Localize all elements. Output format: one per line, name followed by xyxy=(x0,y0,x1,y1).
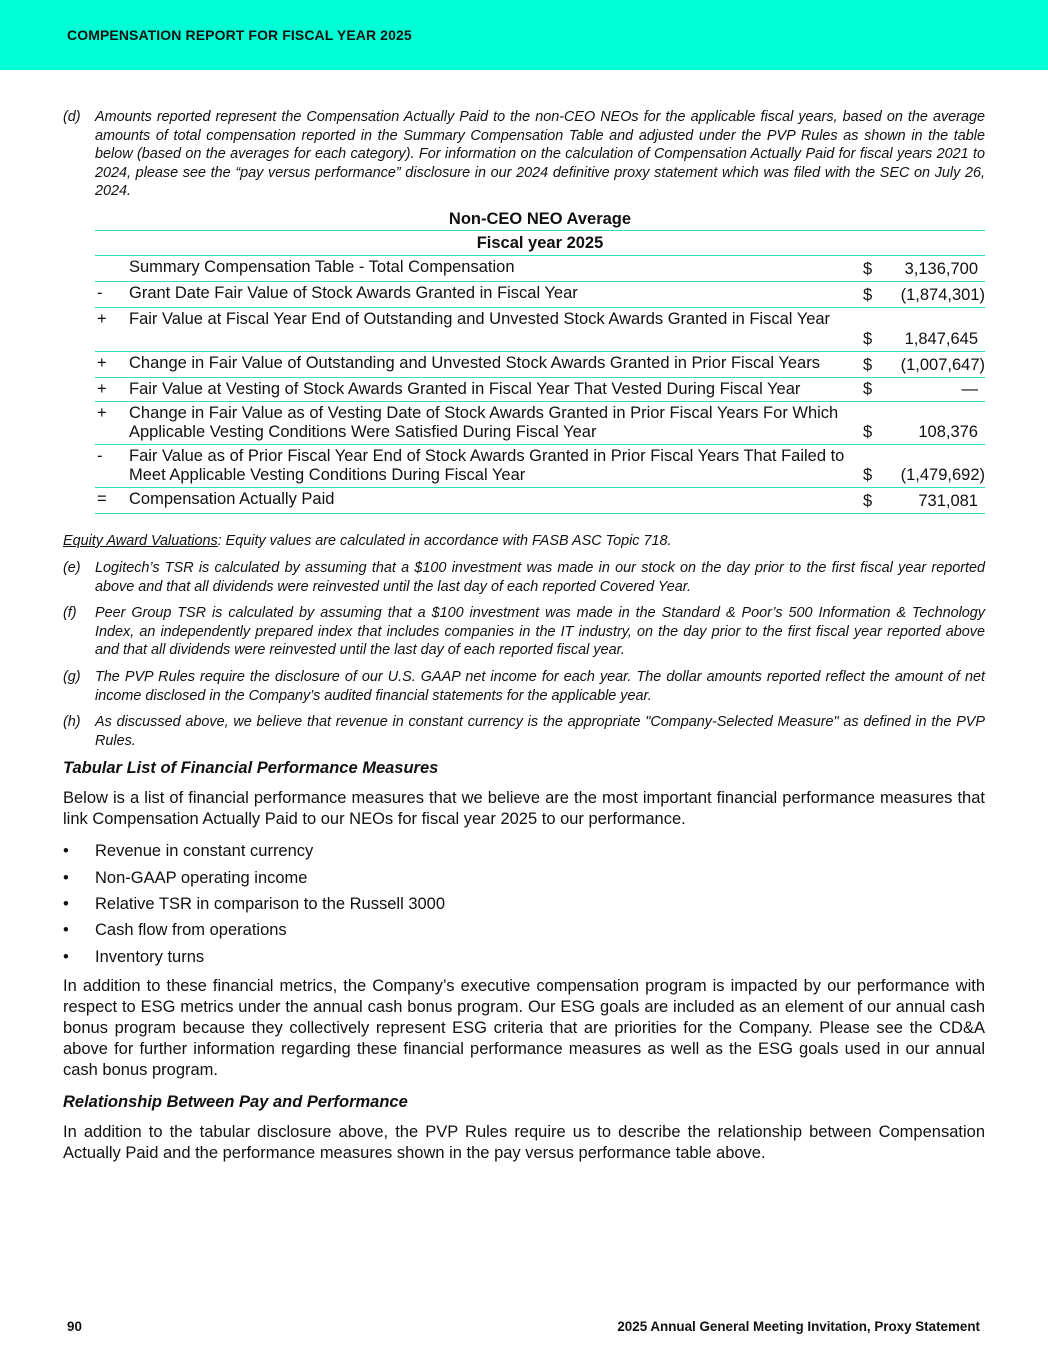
footnote-label: (g) xyxy=(63,668,81,685)
table-row xyxy=(95,445,985,488)
row-amount: (1,874,301) xyxy=(900,285,985,304)
bullet-glyph: • xyxy=(63,868,69,887)
bullet-glyph: • xyxy=(63,921,69,940)
list-item-text: Inventory turns xyxy=(95,947,205,966)
row-amount: (1,479,692) xyxy=(900,465,985,484)
row-operator: - xyxy=(97,283,103,302)
table-row xyxy=(95,352,985,378)
row-amount: (1,007,647) xyxy=(900,355,985,374)
section-heading-performance-measures: Tabular List of Financial Performance Measures xyxy=(63,759,439,778)
header-title: COMPENSATION REPORT FOR FISCAL YEAR 2025 xyxy=(67,27,412,43)
row-amount: — xyxy=(961,379,978,398)
bullet-glyph: • xyxy=(63,947,69,966)
row-operator: = xyxy=(97,489,107,508)
table-row xyxy=(95,378,985,402)
row-amount: 731,081 xyxy=(918,491,978,510)
section-heading-pay-performance: Relationship Between Pay and Performance xyxy=(63,1092,408,1111)
row-description: Change in Fair Value of Outstanding and Unvested Stock Awards Granted in Prior Fiscal Years xyxy=(129,353,820,372)
page-footer xyxy=(67,1319,980,1334)
list-item-text: Cash flow from operations xyxy=(95,921,287,940)
measures-list xyxy=(63,841,985,967)
row-description: Compensation Actually Paid xyxy=(129,489,335,508)
row-description: Fair Value at Vesting of Stock Awards Granted in Fiscal Year That Vested During Fiscal Year xyxy=(129,379,801,398)
list-item xyxy=(63,868,985,888)
paragraph-esg: In addition to these financial metrics, the Company’s executive compensation program is impacted by our performance with respect to ESG metrics under the annual cash bonus program. Our ESG goals are included as an element of our annual cash bonus program because they collectively represent ESG criteria that are priorities for the Company. Please see the CD&A above for further information regarding these financial performance measures as well as the ESG goals used in our annual cash bonus program. xyxy=(63,976,985,1079)
table-row xyxy=(95,308,985,352)
footnote-label: (e) xyxy=(63,559,81,576)
row-dollar-sign: $ xyxy=(863,355,873,374)
row-dollar-sign: $ xyxy=(863,329,873,348)
list-item xyxy=(63,947,985,967)
table-subtitle: Fiscal year 2025 xyxy=(95,231,985,256)
header-banner xyxy=(0,0,1048,70)
row-amount: 3,136,700 xyxy=(904,259,978,278)
footnote-text: The PVP Rules require the disclosure of our U.S. GAAP net income for each year. The dollar amounts reported reflect the amount of net income disclosed in the Company’s audited financial statements for the applicable year. xyxy=(95,668,985,704)
row-description: Grant Date Fair Value of Stock Awards Granted in Fiscal Year xyxy=(129,283,578,302)
row-description: Fair Value as of Prior Fiscal Year End of Stock Awards Granted in Prior Fiscal Years That Failed to Meet Applicable Vesting Conditions During Fiscal Year xyxy=(129,446,845,484)
footnote-text: As discussed above, we believe that revenue in constant currency is the appropriate "Company-Selected Measure" as defined in the PVP Rules. xyxy=(95,714,985,749)
row-operator: + xyxy=(97,309,107,328)
row-operator: + xyxy=(97,353,107,372)
footnote-text: Amounts reported represent the Compensation Actually Paid to the non-CEO NEOs for the applicable fiscal years, based on the average amounts of total compensation reported in the Summary Compensation Table and adjusted under the PVP Rules as shown in the table below (based on the averages for each category). For information on the calculation of Compensation Actually Paid for fiscal years 2021 to 2024, please see the “pay versus performance” disclosure in our 2024 definitive proxy statement which was filed with the SEC on July 26, 2024. xyxy=(95,109,985,200)
row-dollar-sign: $ xyxy=(863,259,873,278)
list-item xyxy=(63,841,985,861)
bullet-glyph: • xyxy=(63,895,69,914)
row-dollar-sign: $ xyxy=(863,379,873,398)
equity-award-valuations xyxy=(63,532,985,550)
equity-text: : Equity values are calculated in accordance with FASB ASC Topic 718. xyxy=(217,532,672,549)
row-operator xyxy=(95,256,129,281)
footnote-f xyxy=(63,604,985,660)
row-amount: 1,847,645 xyxy=(904,329,978,348)
paragraph-pay-performance: In addition to the tabular disclosure above, the PVP Rules require us to describe the relationship between Compensation Actually Paid and the performance measures shown in the pay versus performance table above. xyxy=(63,1122,985,1162)
list-item-text: Revenue in constant currency xyxy=(95,842,314,861)
footnote-text: Logitech’s TSR is calculated by assuming that a $100 investment was made in our stock on the day prior to the first fiscal year reported above and that all dividends were reinvested until the last day of each reported Covered Year. xyxy=(95,559,985,595)
table-row xyxy=(95,402,985,445)
table-row xyxy=(95,488,985,514)
document-title: 2025 Annual General Meeting Invitation, Proxy Statement xyxy=(617,1319,980,1334)
row-dollar-sign: $ xyxy=(863,465,873,484)
page-content xyxy=(63,108,985,1175)
footnote-text: Peer Group TSR is calculated by assuming that a $100 investment was made in the Standard & Poor’s 500 Information & Technology Index, an independently prepared index that includes companies in the IT industry, on the day prior to the first fiscal year reported above and that all dividends were reinvested until the last day of each reported fiscal year. xyxy=(95,605,985,659)
footnote-d xyxy=(63,108,985,201)
row-description: Fair Value at Fiscal Year End of Outstanding and Unvested Stock Awards Granted in Fiscal Year xyxy=(129,309,831,328)
list-item xyxy=(63,894,985,914)
footnote-g xyxy=(63,668,985,705)
footnote-e xyxy=(63,559,985,596)
table-title: Non-CEO NEO Average xyxy=(95,209,985,231)
page-number: 90 xyxy=(67,1319,82,1334)
paragraph-measures-intro: Below is a list of financial performance measures that we believe are the most important financial performance measures that link Compensation Actually Paid to our NEOs for fiscal year 2025 to our performance. xyxy=(63,789,985,829)
table-row xyxy=(95,256,985,282)
row-description: Change in Fair Value as of Vesting Date of Stock Awards Granted in Prior Fiscal Years For Which Applicable Vesting Conditions Were Satisfied During Fiscal Year xyxy=(129,403,839,441)
row-description: Summary Compensation Table - Total Compensation xyxy=(129,257,515,276)
row-dollar-sign: $ xyxy=(863,285,873,304)
row-dollar-sign: $ xyxy=(863,491,873,510)
equity-label: Equity Award Valuations xyxy=(63,532,218,549)
footnote-label: (d) xyxy=(63,109,81,125)
footnote-label: (h) xyxy=(63,714,81,731)
list-item-text: Relative TSR in comparison to the Russell 3000 xyxy=(95,895,446,914)
list-item xyxy=(63,920,985,940)
non-ceo-neo-table xyxy=(95,209,985,514)
row-operator: + xyxy=(97,403,107,422)
row-amount: 108,376 xyxy=(918,422,978,441)
row-operator: + xyxy=(97,379,107,398)
bullet-glyph: • xyxy=(63,842,69,861)
footnote-label: (f) xyxy=(63,605,77,622)
row-operator: - xyxy=(97,446,103,465)
footnote-h xyxy=(63,713,985,750)
table-row xyxy=(95,282,985,308)
row-dollar-sign: $ xyxy=(863,422,873,441)
list-item-text: Non-GAAP operating income xyxy=(95,868,308,887)
